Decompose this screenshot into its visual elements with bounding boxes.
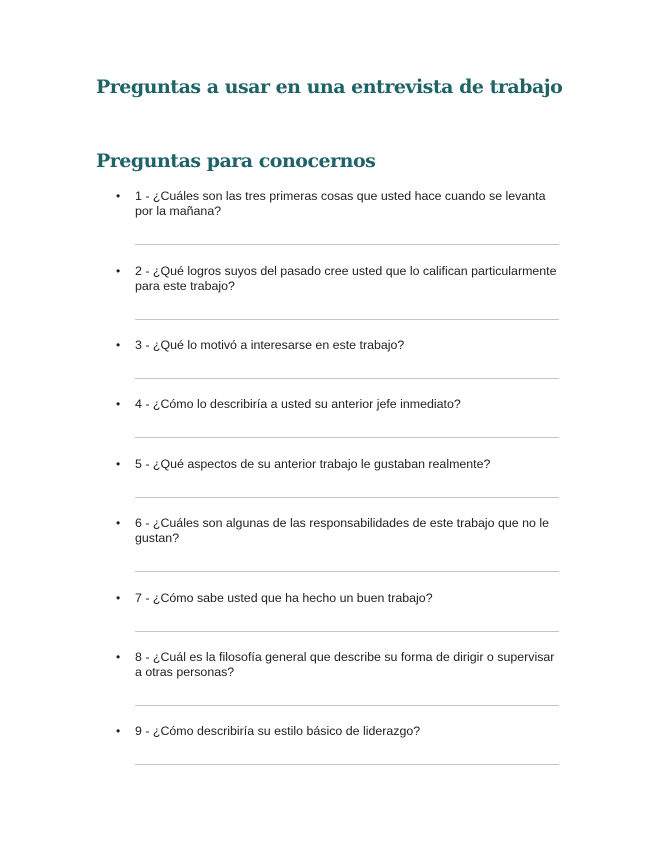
bullet-icon: • — [116, 189, 121, 203]
document-title: Preguntas a usar en una entrevista de trabajo — [96, 76, 563, 98]
question-text: 2 - ¿Qué logros suyos del pasado cree usted que lo califican particularmente para este trabajo? — [135, 264, 557, 293]
answer-line — [135, 764, 559, 765]
question-text: 8 - ¿Cuál es la filosofía general que describe su forma de dirigir o supervisar a otras personas? — [135, 650, 555, 679]
bullet-icon: • — [116, 650, 121, 664]
question-text: 9 - ¿Cómo describiría su estilo básico de liderazgo? — [135, 724, 421, 738]
answer-line — [135, 437, 559, 438]
question-text: 1 - ¿Cuáles son las tres primeras cosas que usted hace cuando se levanta por la mañana? — [135, 189, 546, 218]
bullet-icon: • — [116, 338, 121, 352]
question-text: 6 - ¿Cuáles son algunas de las responsabilidades de este trabajo que no le gustan? — [135, 516, 549, 545]
question-text: 5 - ¿Qué aspectos de su anterior trabajo le gustaban realmente? — [135, 457, 491, 471]
bullet-icon: • — [116, 516, 121, 530]
bullet-icon: • — [116, 457, 121, 471]
answer-line — [135, 244, 559, 245]
bullet-icon: • — [116, 724, 121, 738]
answer-line — [135, 705, 559, 706]
question-text: 3 - ¿Qué lo motivó a interesarse en este trabajo? — [135, 338, 405, 352]
answer-line — [135, 571, 559, 572]
answer-line — [135, 631, 559, 632]
answer-line — [135, 497, 559, 498]
bullet-icon: • — [116, 264, 121, 278]
answer-line — [135, 378, 559, 379]
section-title: Preguntas para conocernos — [96, 150, 376, 172]
question-text: 7 - ¿Cómo sabe usted que ha hecho un buen trabajo? — [135, 591, 433, 605]
bullet-icon: • — [116, 591, 121, 605]
answer-line — [135, 319, 559, 320]
bullet-icon: • — [116, 397, 121, 411]
question-text: 4 - ¿Cómo lo describiría a usted su anterior jefe inmediato? — [135, 397, 461, 411]
